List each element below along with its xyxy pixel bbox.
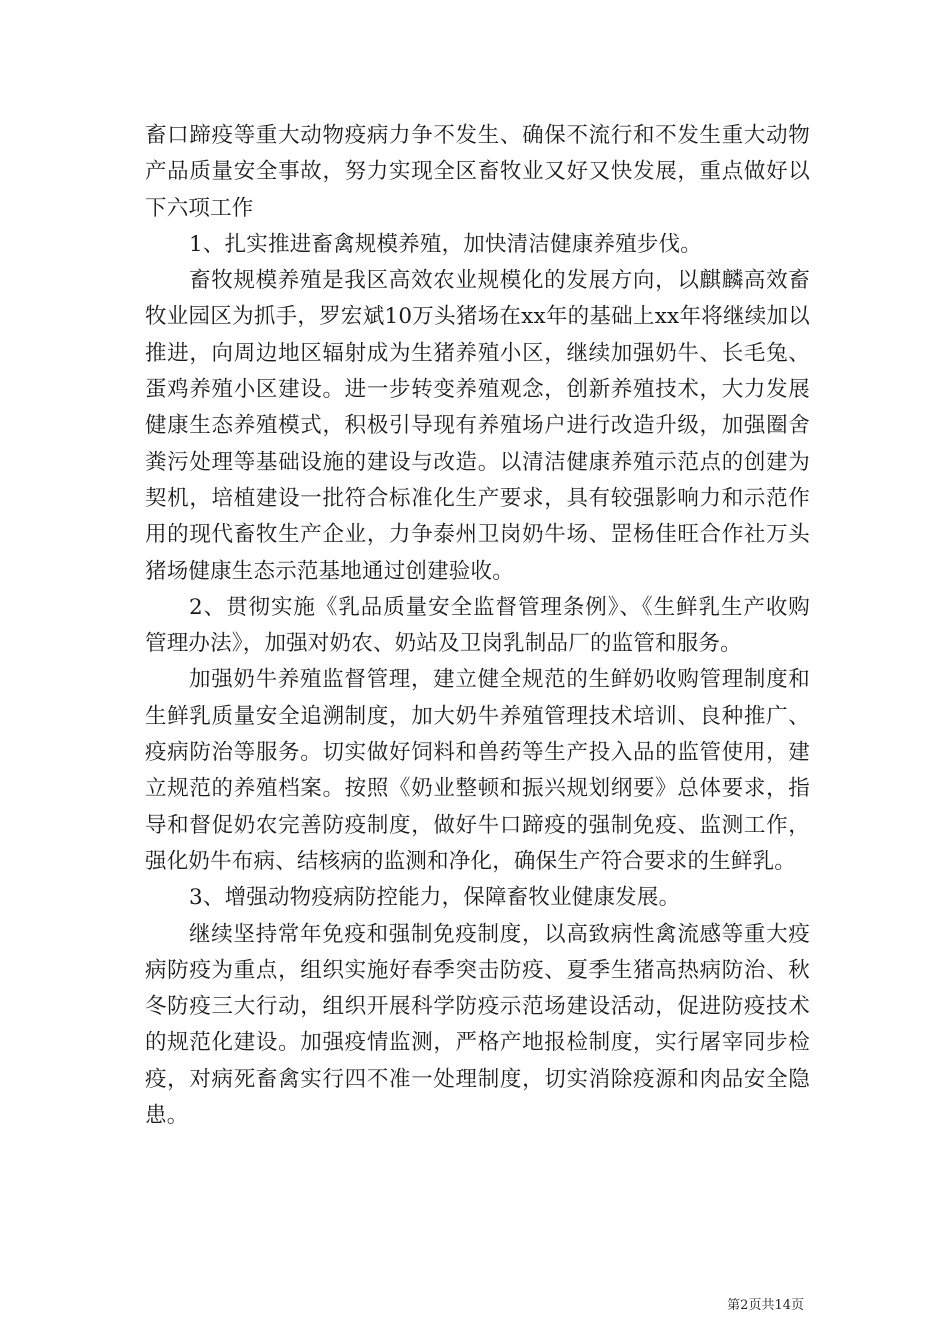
section-heading-2: 2、贯彻实施《乳品质量安全监督管理条例》、《生鲜乳生产收购管理办法》，加强对奶农、奶站及卫岗乳制品厂的监管和服务。	[145, 594, 810, 657]
document-body	[145, 118, 810, 1134]
paragraph-continuation: 畜口蹄疫等重大动物疫病力争不发生、确保不流行和不发生重大动物产品质量安全事故，努力实现全区畜牧业又好又快发展，重点做好以下六项工作	[145, 123, 810, 221]
paragraph-disease-control: 继续坚持常年免疫和强制免疫制度，以高致病性禽流感等重大疫病防疫为重点，组织实施好春季突击防疫、夏季生猪高热病防治、秋冬防疫三大行动，组织开展科学防疫示范场建设活动，促进防疫技术的规范化建设。加强疫情监测，严格产地报检制度，实行屠宰同步检疫，对病死畜禽实行四不准一处理制度，切实消除疫源和肉品安全隐患。	[145, 921, 810, 1129]
section-heading-1: 1、扎实推进畜禽规模养殖，加快清洁健康养殖步伐。	[189, 231, 702, 257]
paragraph-scale-farming: 畜牧规模养殖是我区高效农业规模化的发展方向，以麒麟高效畜牧业园区为抓手，罗宏斌10万头猪场在xx年的基础上xx年将继续加以推进，向周边地区辐射成为生猪养殖小区，继续加强奶牛、长毛兔、蛋鸡养殖小区建设。进一步转变养殖观念，创新养殖技术，大力发展健康生态养殖模式，积极引导现有养殖场户进行改造升级，加强圈舍粪污处理等基础设施的建设与改造。以清洁健康养殖示范点的创建为契机，培植建设一批符合标准化生产要求，具有较强影响力和示范作用的现代畜牧生产企业，力争泰州卫岗奶牛场、罡杨佳旺合作社万头猪场健康生态示范基地通过创建验收。	[145, 268, 810, 584]
page-number-footer: 第2页共14页	[727, 1298, 804, 1313]
section-heading-3: 3、增强动物疫病防控能力，保障畜牧业健康发展。	[189, 885, 681, 911]
paragraph-dairy-supervision: 加强奶牛养殖监督管理，建立健全规范的生鲜奶收购管理制度和生鲜乳质量安全追溯制度，加大奶牛养殖管理技术培训、良种推广、疫病防治等服务。切实做好饲料和兽药等生产投入品的监管使用，建立规范的养殖档案。按照《奶业整顿和振兴规划纲要》总体要求，指导和督促奶农完善防疫制度，做好牛口蹄疫的强制免疫、监测工作，强化奶牛布病、结核病的监测和净化，确保生产符合要求的生鲜乳。	[145, 667, 810, 874]
